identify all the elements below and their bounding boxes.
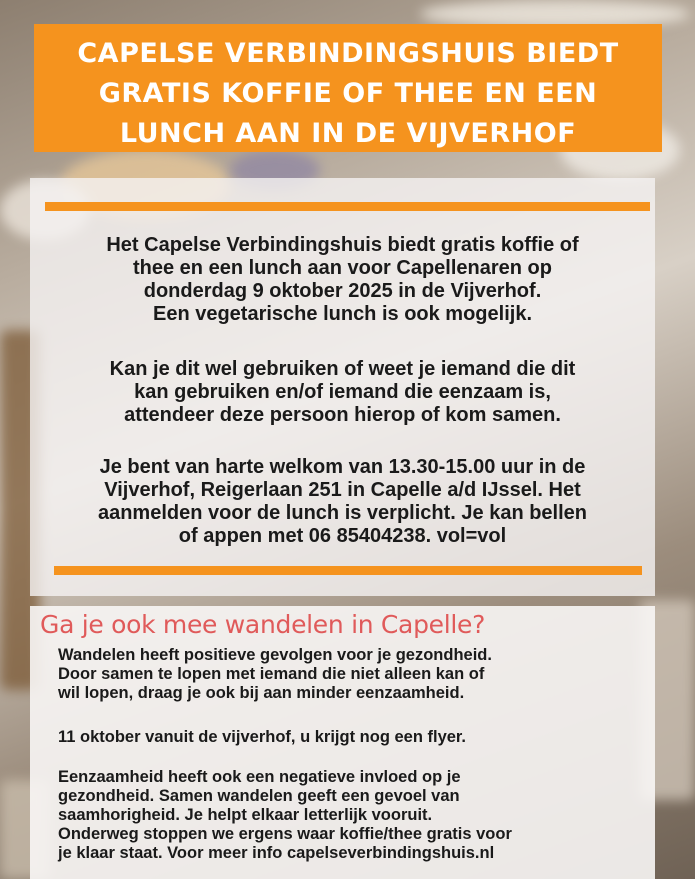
text-line: je klaar staat. Voor meer info capelseverbindingshuis.nl	[58, 844, 495, 862]
text-line: thee en een lunch aan voor Capellenaren op	[133, 257, 552, 279]
title-line: LUNCH AAN IN DE VIJVERHOF	[119, 118, 577, 149]
text-line: Wandelen heeft positieve gevolgen voor je gezondheid.	[58, 646, 492, 664]
title-line: GRATIS KOFFIE OF THEE EN EEN	[98, 78, 598, 109]
invitation-paragraph-3	[30, 456, 655, 548]
bottom-divider	[54, 566, 642, 575]
text-line: Vijverhof, Reigerlaan 251 in Capelle a/d IJssel. Het	[104, 479, 581, 501]
invitation-panel	[30, 178, 655, 596]
text-line: Kan je dit wel gebruiken of weet je iemand die dit	[109, 358, 576, 380]
walking-paragraph-3	[58, 768, 658, 863]
text-line: Je bent van harte welkom van 13.30-15.00 uur in de	[99, 456, 586, 478]
walking-heading: Ga je ook mee wandelen in Capelle?	[40, 610, 486, 639]
text-line: Een vegetarische lunch is ook mogelijk.	[152, 303, 532, 325]
text-line: saamhorigheid. Je helpt elkaar letterlijk vooruit.	[58, 806, 433, 824]
text-line: wil lopen, draag je ook bij aan minder eenzaamheid.	[58, 684, 465, 702]
walking-paragraph-2	[58, 728, 658, 747]
text-line: attendeer deze persoon hierop of kom samen.	[124, 404, 561, 426]
text-line: Het Capelse Verbindingshuis biedt gratis koffie of	[106, 234, 579, 256]
text-line: Eenzaamheid heeft ook een negatieve invloed op je	[58, 768, 461, 786]
title-line: CAPELSE VERBINDINGSHUIS BIEDT	[77, 38, 619, 69]
text-line: kan gebruiken en/of iemand die eenzaam is,	[134, 381, 551, 403]
text-line: Door samen te lopen met iemand die niet alleen kan of	[58, 665, 485, 683]
text-line: gezondheid. Samen wandelen geeft een gevoel van	[58, 787, 460, 805]
walking-paragraph-1	[58, 646, 658, 703]
text-line: aanmelden voor de lunch is verplicht. Je kan bellen	[97, 502, 588, 524]
text-line: Onderweg stoppen we ergens waar koffie/thee gratis voor	[58, 825, 512, 843]
top-divider	[45, 202, 650, 211]
text-line: donderdag 9 oktober 2025 in de Vijverhof.	[143, 280, 542, 302]
invitation-paragraph-2	[30, 358, 655, 427]
walking-panel	[30, 606, 655, 879]
text-line: 11 oktober vanuit de vijverhof, u krijgt nog een flyer.	[58, 728, 467, 746]
title-banner	[34, 24, 662, 152]
text-line: of appen met 06 85404238. vol=vol	[178, 525, 507, 547]
invitation-paragraph-1	[30, 234, 655, 326]
